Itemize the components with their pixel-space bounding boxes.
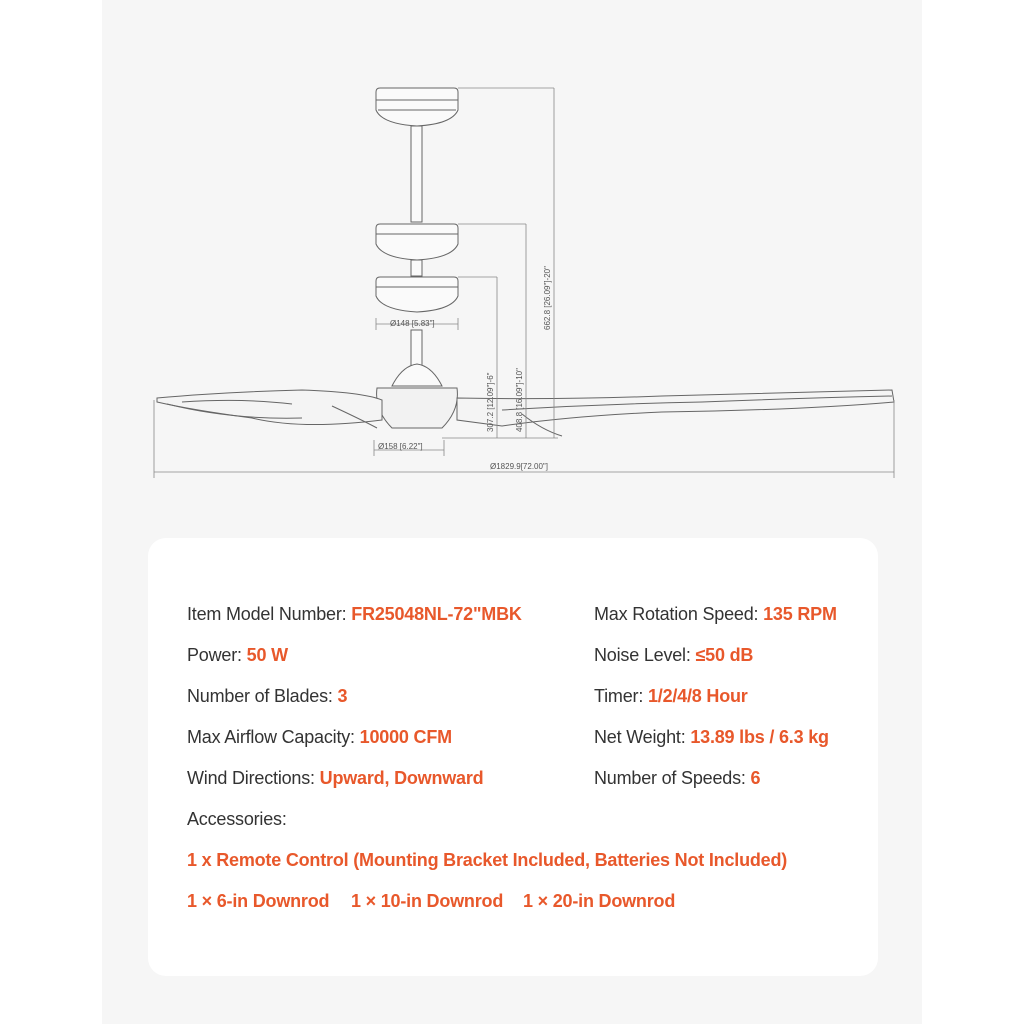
spec-weight: Net Weight: 13.89 lbs / 6.3 kg (594, 727, 829, 747)
spec-model: Item Model Number: FR25048NL-72"MBK (187, 604, 522, 624)
canopy-20in (376, 224, 458, 260)
motor-diameter-label: Ø158 [6.22"] (378, 442, 423, 451)
accessories-label: Accessories: (187, 809, 287, 829)
canopy-10in (376, 277, 458, 312)
spec-wind: Wind Directions: Upward, Downward (187, 768, 484, 788)
downrod (411, 126, 422, 222)
span-diameter-label: Ø1829.9[72.00"] (490, 462, 548, 471)
short-downrod (411, 330, 422, 366)
spec-timer: Timer: 1/2/4/8 Hour (594, 686, 748, 706)
fan-dimension-diagram (102, 0, 922, 520)
height-6in-label: 307.2 [12.09"]-6" (486, 372, 495, 432)
spec-speeds: Number of Speeds: 6 (594, 768, 761, 788)
spec-airflow: Max Airflow Capacity: 10000 CFM (187, 727, 452, 747)
accessory-downrod-20in: 1 × 20-in Downrod (523, 891, 676, 911)
spec-power: Power: 50 W (187, 645, 288, 665)
motor-housing (377, 388, 458, 428)
height-20in-label: 662.8 [26.09"]-20" (543, 266, 552, 330)
ceiling-canopy (376, 88, 458, 126)
spec-noise: Noise Level: ≤50 dB (594, 645, 754, 665)
height-10in-label: 408.8 [16.09"]-10" (515, 368, 524, 432)
canopy-diameter-label: Ø148 [5.83"] (390, 319, 435, 328)
left-blade (157, 390, 382, 425)
accessory-downrod-6in: 1 × 6-in Downrod (187, 891, 330, 911)
spec-rotation: Max Rotation Speed: 135 RPM (594, 604, 837, 624)
spec-blades: Number of Blades: 3 (187, 686, 348, 706)
accessory-downrod-10in: 1 × 10-in Downrod (351, 891, 504, 911)
accessory-remote: 1 x Remote Control (Mounting Bracket Included, Batteries Not Included) (187, 850, 788, 870)
